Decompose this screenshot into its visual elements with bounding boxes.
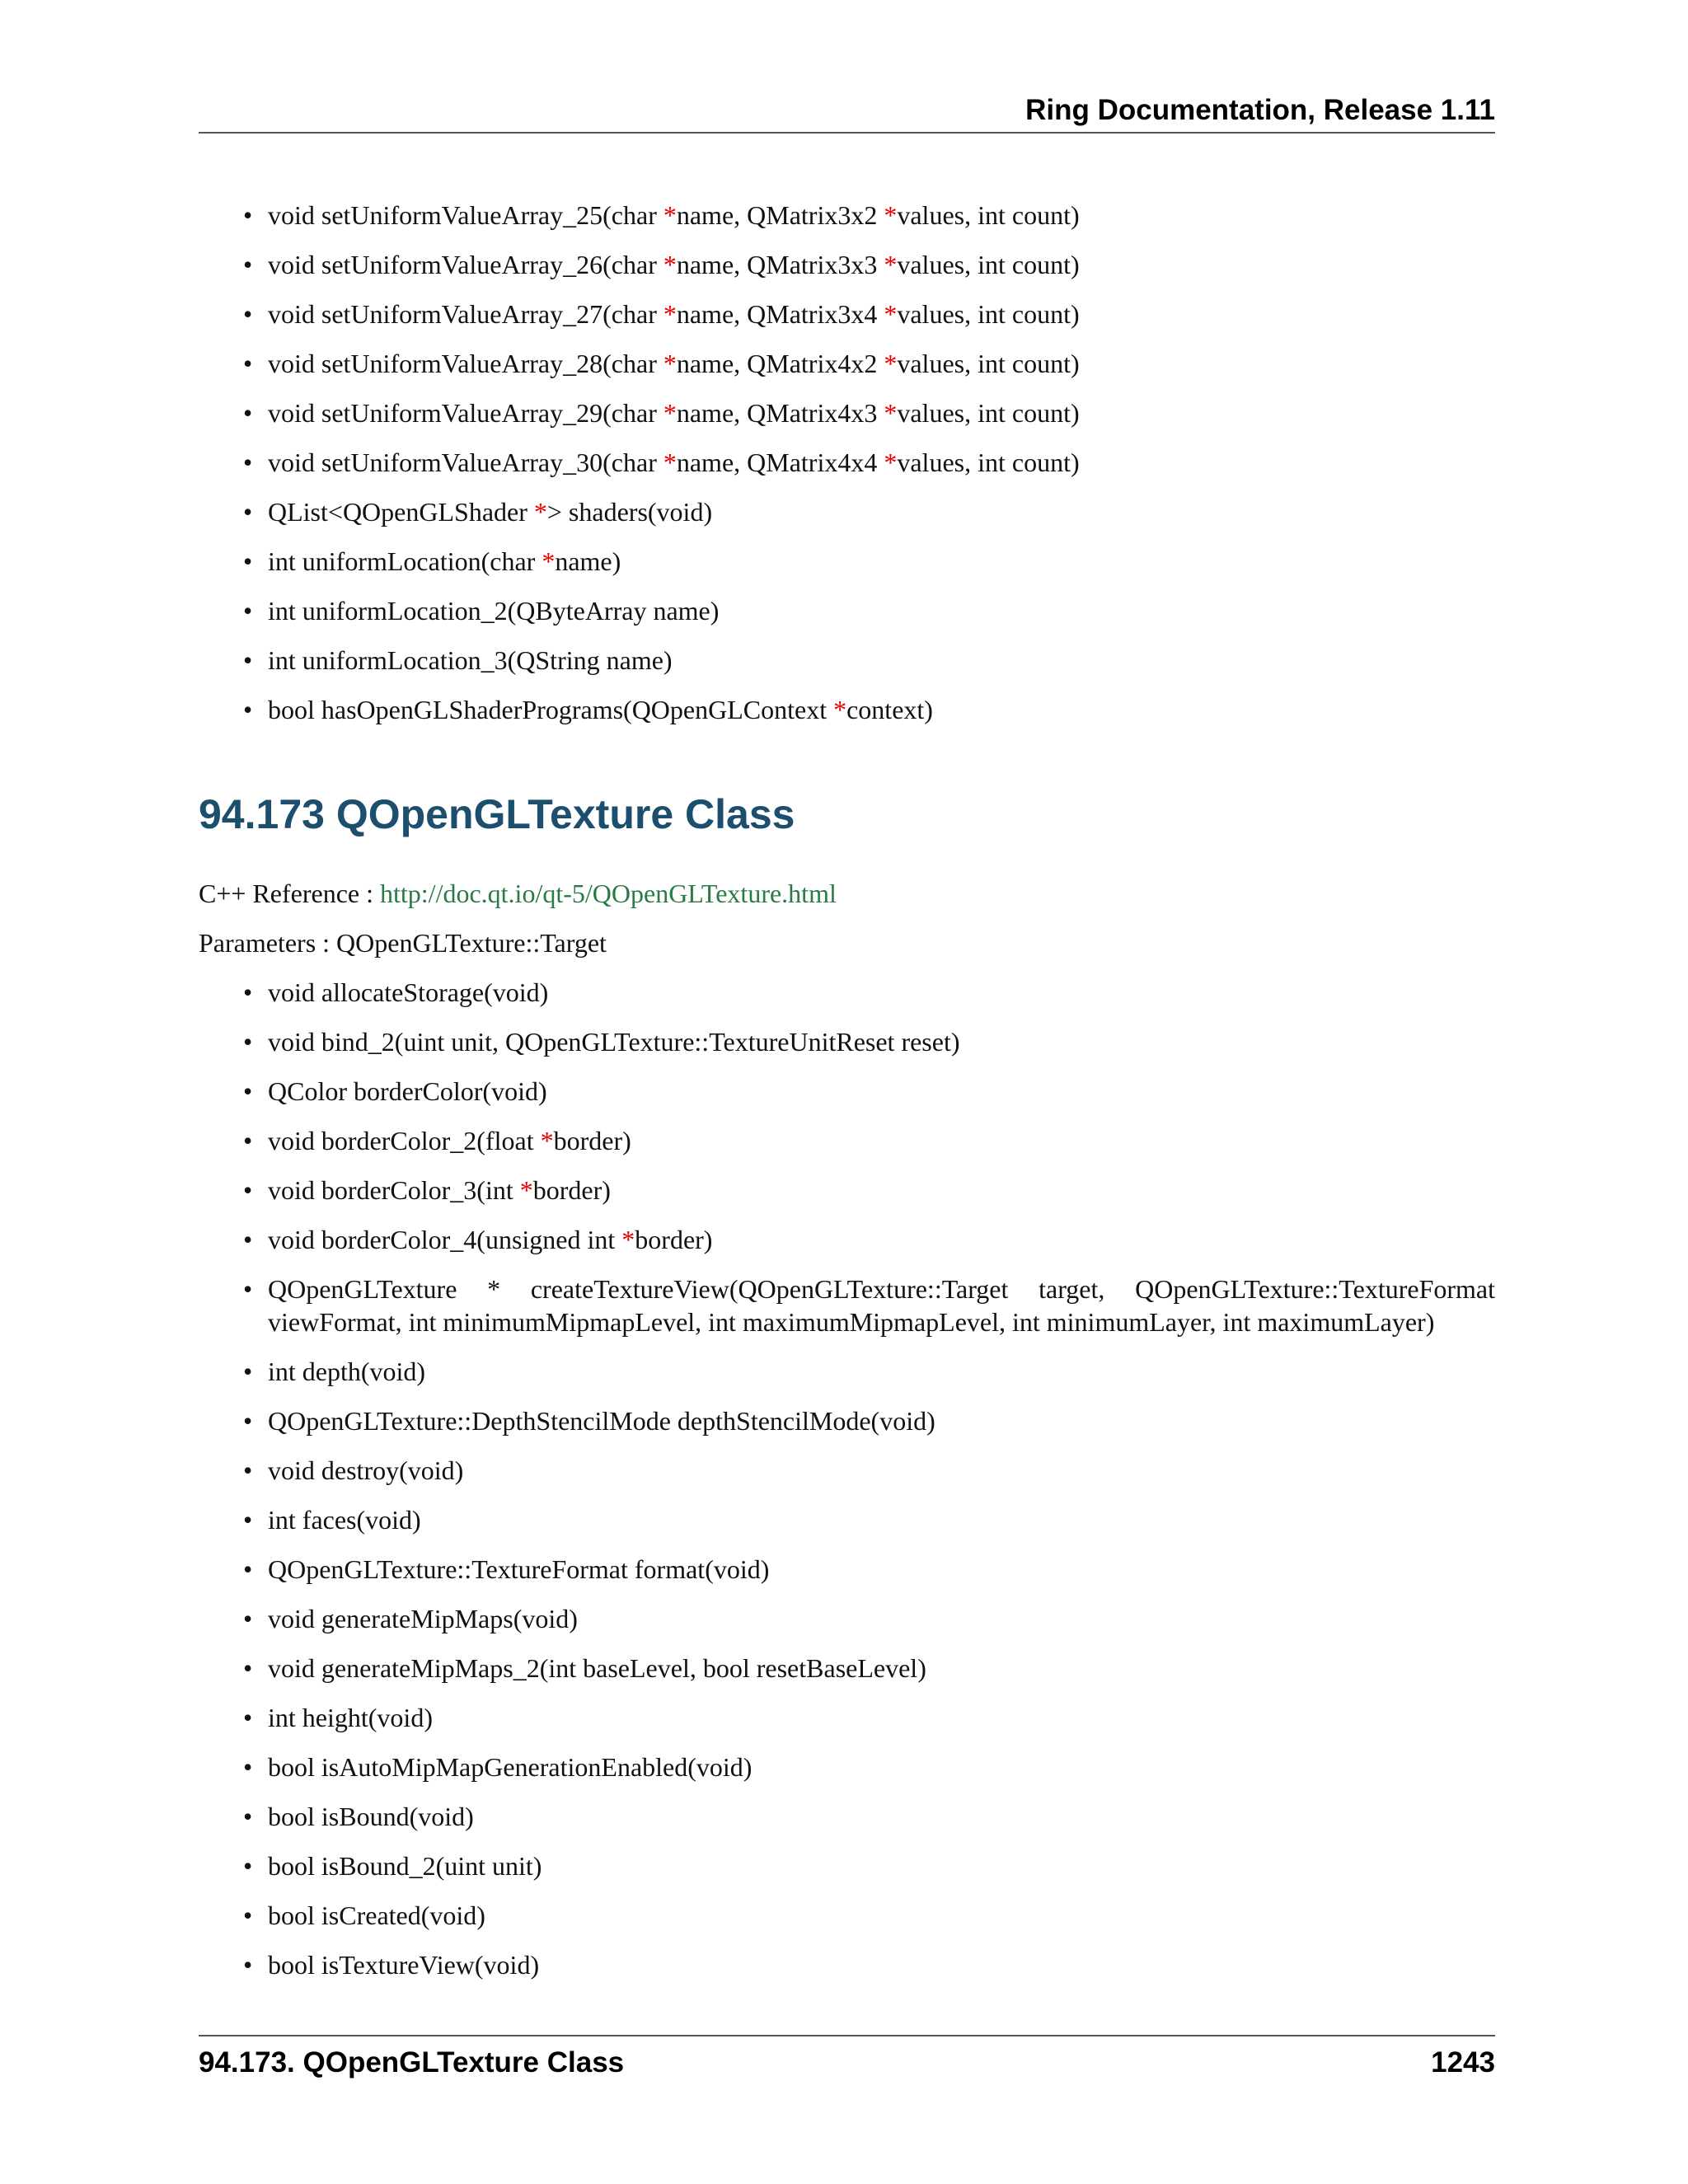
method-text: void setUniformValueArray_30(char xyxy=(268,448,663,477)
pointer-asterisk: * xyxy=(663,398,677,428)
pointer-asterisk: * xyxy=(663,200,677,230)
method-item xyxy=(243,594,1495,644)
page-footer xyxy=(199,2035,1495,2081)
method-item xyxy=(243,1750,1495,1800)
section-title: 94.173 QOpenGLTexture Class xyxy=(199,791,795,837)
reference-label: C++ Reference : xyxy=(199,879,380,908)
method-text: QOpenGLTexture::TextureFormat format(void) xyxy=(268,1554,770,1584)
method-text: void bind_2(uint unit, QOpenGLTexture::TextureUnitReset reset) xyxy=(268,1027,960,1057)
method-item xyxy=(243,976,1495,1025)
method-text: int uniformLocation_2(QByteArray name) xyxy=(268,596,720,626)
method-item xyxy=(243,1075,1495,1124)
page-header xyxy=(199,92,1495,134)
method-text: name, QMatrix3x4 xyxy=(676,299,884,329)
method-text: values, int count) xyxy=(897,448,1080,477)
method-text: border) xyxy=(635,1225,713,1254)
method-item xyxy=(243,446,1495,495)
method-item xyxy=(243,644,1495,693)
pointer-asterisk: * xyxy=(519,1175,533,1205)
pointer-asterisk: * xyxy=(884,349,898,378)
method-item xyxy=(243,1701,1495,1750)
pointer-asterisk: * xyxy=(884,398,898,428)
method-text: int faces(void) xyxy=(268,1505,421,1535)
pointer-asterisk: * xyxy=(663,299,677,329)
method-text: int height(void) xyxy=(268,1703,433,1732)
method-item xyxy=(243,1404,1495,1454)
method-text: void borderColor_2(float xyxy=(268,1126,541,1155)
method-text: context) xyxy=(846,695,933,724)
footer-section: 94.173. QOpenGLTexture Class xyxy=(199,2046,625,2079)
method-text: void setUniformValueArray_27(char xyxy=(268,299,663,329)
method-text: bool hasOpenGLShaderPrograms(QOpenGLContext xyxy=(268,695,834,724)
method-text: void setUniformValueArray_25(char xyxy=(268,200,663,230)
pointer-asterisk: * xyxy=(884,200,898,230)
method-list-top xyxy=(243,199,1495,743)
method-text: QOpenGLTexture * createTextureView(QOpenGLTexture::Target target, QOpenGLTexture::TextureFormat viewFormat, int minimumMipmapLevel, int maximumMipmapLevel, int minimumLayer, int maximumLayer) xyxy=(268,1274,1495,1337)
method-item xyxy=(243,693,1495,743)
method-list-qopengltexture xyxy=(243,976,1495,1998)
method-item xyxy=(243,1025,1495,1075)
method-text: QColor borderColor(void) xyxy=(268,1076,547,1106)
method-text: bool isBound(void) xyxy=(268,1802,474,1831)
pointer-asterisk: * xyxy=(884,299,898,329)
method-text: name, QMatrix3x2 xyxy=(676,200,884,230)
method-item xyxy=(243,1223,1495,1272)
method-text: void destroy(void) xyxy=(268,1455,464,1485)
method-text: name, QMatrix4x3 xyxy=(676,398,884,428)
method-item xyxy=(243,1602,1495,1652)
pointer-asterisk: * xyxy=(833,695,847,724)
method-text: int uniformLocation(char xyxy=(268,546,542,576)
method-text: values, int count) xyxy=(897,299,1080,329)
pointer-asterisk: * xyxy=(663,349,677,378)
method-item xyxy=(243,1553,1495,1602)
method-text: void generateMipMaps_2(int baseLevel, bool resetBaseLevel) xyxy=(268,1653,926,1683)
method-item xyxy=(243,1503,1495,1553)
method-item xyxy=(243,1652,1495,1701)
method-text: int depth(void) xyxy=(268,1357,426,1386)
cpp-reference xyxy=(199,877,837,910)
method-text: bool isTextureView(void) xyxy=(268,1950,540,1980)
method-text: void borderColor_3(int xyxy=(268,1175,520,1205)
method-text: values, int count) xyxy=(897,398,1080,428)
method-item xyxy=(243,1454,1495,1503)
page-number: 1243 xyxy=(1431,2046,1495,2079)
method-text: border) xyxy=(553,1126,631,1155)
method-text: void setUniformValueArray_28(char xyxy=(268,349,663,378)
method-item xyxy=(243,1174,1495,1223)
method-item xyxy=(243,1272,1495,1355)
method-text: bool isCreated(void) xyxy=(268,1900,485,1930)
method-item xyxy=(243,199,1495,248)
method-text: name, QMatrix4x2 xyxy=(676,349,884,378)
method-text: void borderColor_4(unsigned int xyxy=(268,1225,622,1254)
pointer-asterisk: * xyxy=(540,1126,554,1155)
method-text: void setUniformValueArray_29(char xyxy=(268,398,663,428)
method-item xyxy=(243,248,1495,298)
parameters-line: Parameters : QOpenGLTexture::Target xyxy=(199,928,607,958)
method-text: values, int count) xyxy=(897,349,1080,378)
method-item xyxy=(243,1800,1495,1849)
method-item xyxy=(243,1355,1495,1404)
method-text: void generateMipMaps(void) xyxy=(268,1604,578,1633)
pointer-asterisk: * xyxy=(542,546,556,576)
reference-link[interactable]: http://doc.qt.io/qt-5/QOpenGLTexture.html xyxy=(380,879,837,908)
pointer-asterisk: * xyxy=(663,448,677,477)
method-text: QOpenGLTexture::DepthStencilMode depthStencilMode(void) xyxy=(268,1406,935,1436)
method-item xyxy=(243,396,1495,446)
method-text: QList<QOpenGLShader xyxy=(268,497,534,527)
method-text: > shaders(void) xyxy=(546,497,713,527)
method-text: void allocateStorage(void) xyxy=(268,977,549,1007)
pointer-asterisk: * xyxy=(663,250,677,279)
method-text: name, QMatrix4x4 xyxy=(676,448,884,477)
method-item xyxy=(243,495,1495,545)
method-text: int uniformLocation_3(QString name) xyxy=(268,645,673,675)
pointer-asterisk: * xyxy=(533,497,547,527)
method-item xyxy=(243,545,1495,594)
method-text: values, int count) xyxy=(897,200,1080,230)
pointer-asterisk: * xyxy=(884,250,898,279)
method-item xyxy=(243,1899,1495,1948)
method-item xyxy=(243,1849,1495,1899)
pointer-asterisk: * xyxy=(884,448,898,477)
method-text: values, int count) xyxy=(897,250,1080,279)
pointer-asterisk: * xyxy=(621,1225,635,1254)
method-item xyxy=(243,347,1495,396)
header-title: Ring Documentation, Release 1.11 xyxy=(1025,94,1495,126)
method-item xyxy=(243,298,1495,347)
method-text: bool isBound_2(uint unit) xyxy=(268,1851,542,1881)
method-text: name, QMatrix3x3 xyxy=(676,250,884,279)
method-item xyxy=(243,1124,1495,1174)
method-text: void setUniformValueArray_26(char xyxy=(268,250,663,279)
method-text: border) xyxy=(532,1175,611,1205)
method-text: bool isAutoMipMapGenerationEnabled(void) xyxy=(268,1752,753,1782)
method-text: name) xyxy=(555,546,621,576)
method-item xyxy=(243,1948,1495,1998)
